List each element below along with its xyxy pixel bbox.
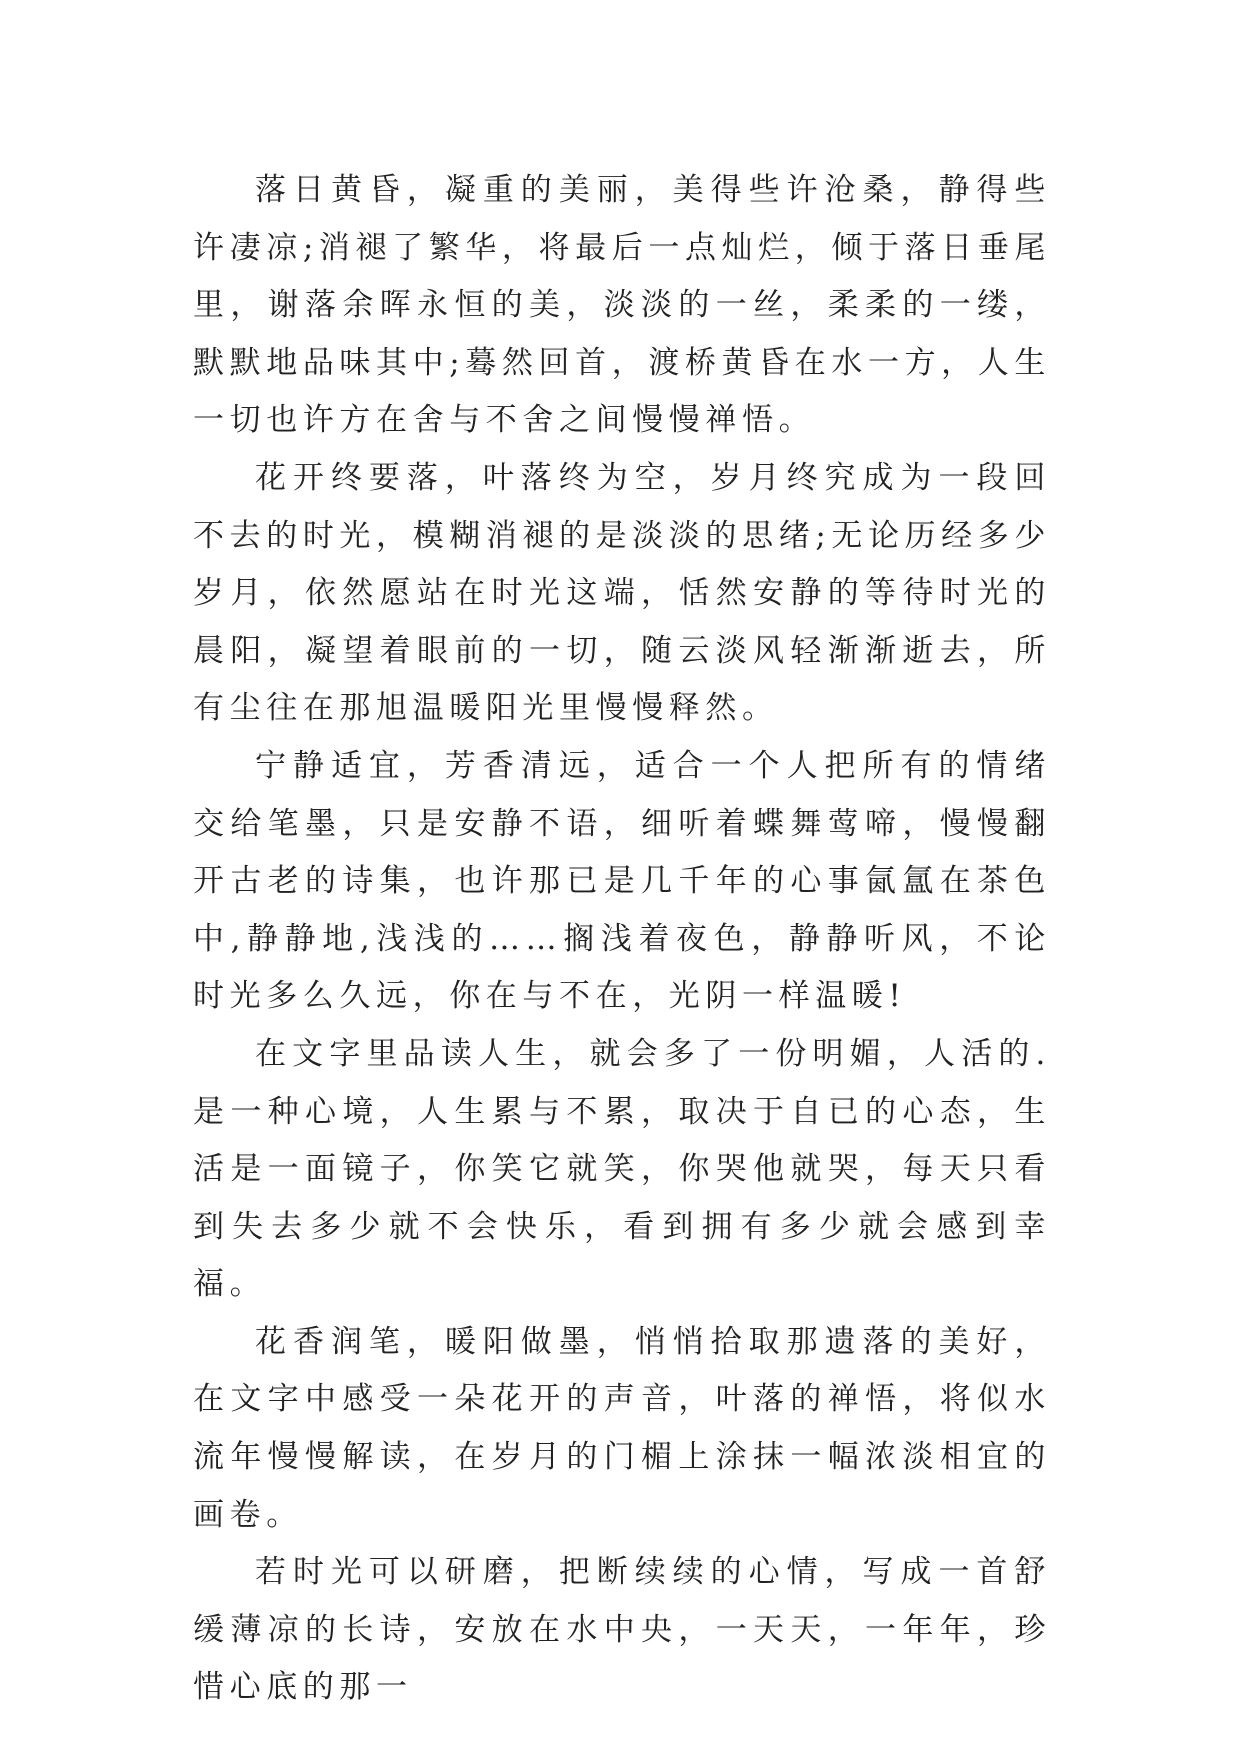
paragraph-3: 宁静适宜，芳香清远，适合一个人把所有的情绪交给笔墨，只是安静不语，细听着蝶舞莺啼，慢慢翻开古老的诗集，也许那已是几千年的心事氤氲在茶色中,静静地,浅浅的……搁浅着夜色，静静听风，不论时光多么久远，你在与不在，光阴一样温暖! xyxy=(193,747,1051,1015)
paragraph-2: 花开终要落，叶落终为空，岁月终究成为一段回不去的时光，模糊消褪的是淡淡的思绪;无论历经多少岁月，依然愿站在时光这端，恬然安静的等待时光的晨阳，凝望着眼前的一切，随云淡风轻渐渐逝去，所有尘往在那旭温暖阳光里慢慢释然。 xyxy=(193,459,1051,727)
paragraph-1: 落日黄昏，凝重的美丽，美得些许沧桑，静得些许凄凉;消褪了繁华，将最后一点灿烂，倾于落日垂尾里，谢落余晖永恒的美，淡淡的一丝，柔柔的一缕，默默地品味其中;蓦然回首，渡桥黄昏在水一方，人生一切也许方在舍与不舍之间慢慢禅悟。 xyxy=(193,172,1051,439)
body-text xyxy=(193,162,1051,1717)
paragraph-6: 若时光可以研磨，把断续续的心情，写成一首舒缓薄凉的长诗，安放在水中央，一天天，一年年，珍惜心底的那一 xyxy=(193,1554,1051,1706)
paragraph-4: 在文字里品读人生，就会多了一份明媚，人活的.是一种心境，人生累与不累，取决于自已的心态，生活是一面镜子，你笑它就笑，你哭他就哭，每天只看到失去多少就不会快乐，看到拥有多少就会感到幸福。 xyxy=(193,1035,1051,1303)
paragraph-5: 花香润笔，暖阳做墨，悄悄拾取那遗落的美好，在文字中感受一朵花开的声音，叶落的禅悟，将似水流年慢慢解读，在岁月的门楣上涂抹一幅浓淡相宜的画卷。 xyxy=(193,1323,1051,1533)
